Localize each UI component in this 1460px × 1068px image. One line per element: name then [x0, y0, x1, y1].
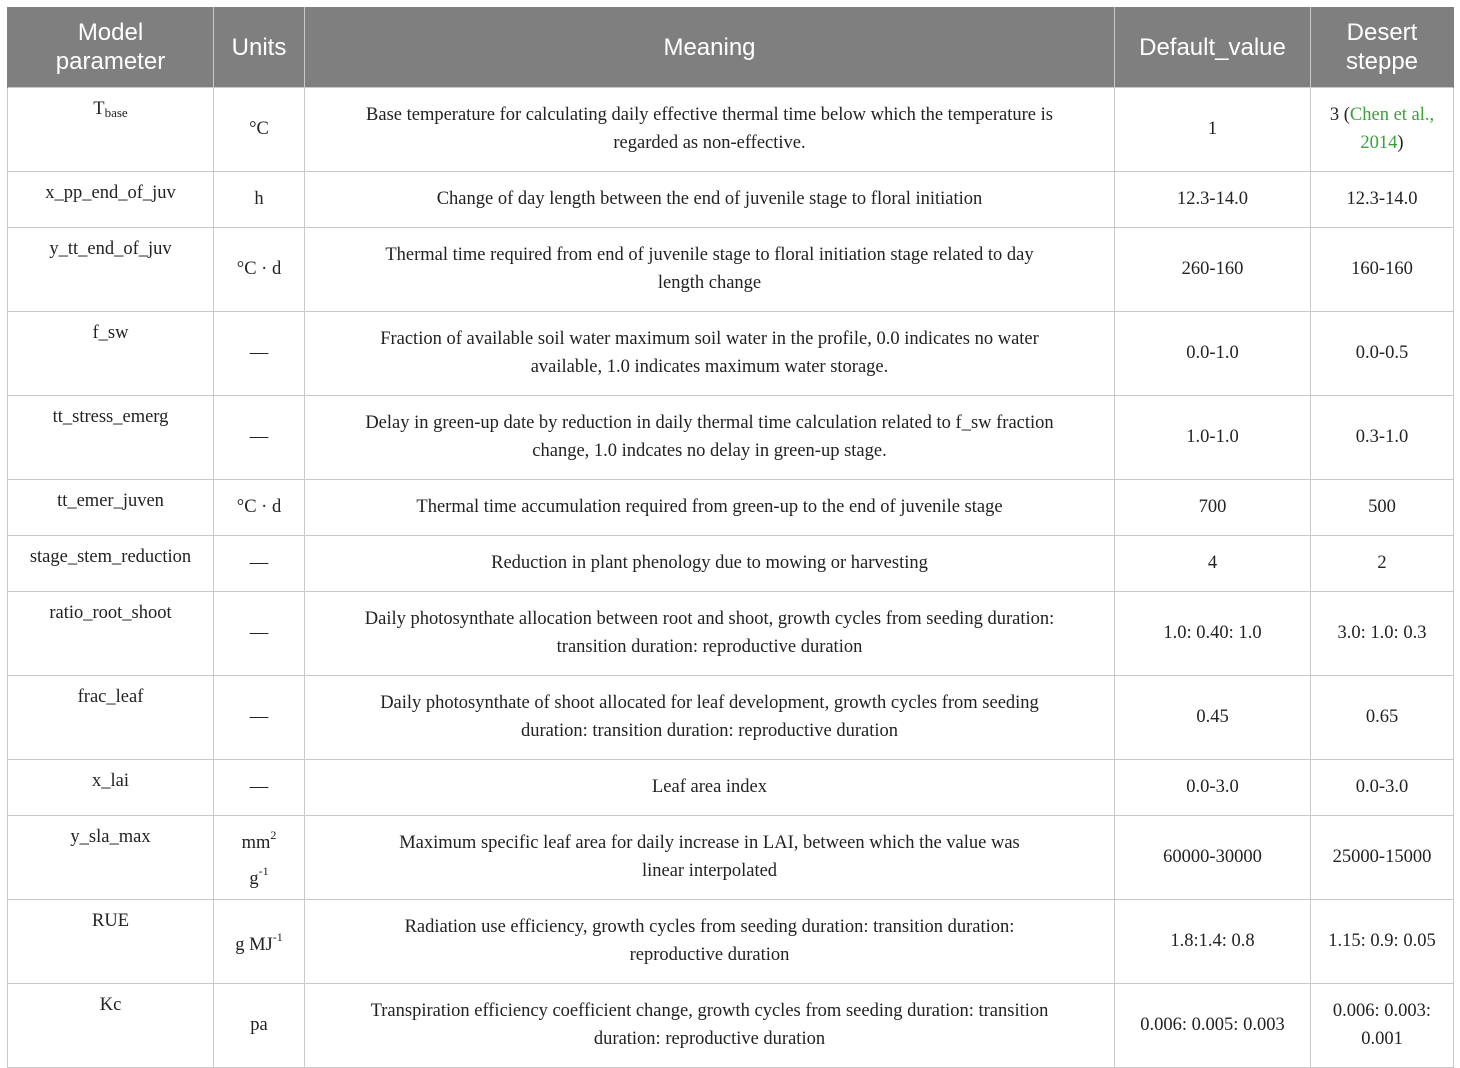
table-row	[8, 536, 1454, 592]
desert-steppe-cell: 160-160	[1311, 228, 1454, 312]
units-line	[218, 822, 300, 858]
header-units: Units	[214, 7, 305, 88]
desert-steppe-cell	[1311, 88, 1454, 172]
table-row	[8, 88, 1454, 172]
default-value-cell: 0.45	[1115, 676, 1311, 760]
param-cell: y_tt_end_of_juv	[8, 228, 214, 312]
meaning-cell	[305, 172, 1115, 228]
units-cell: h	[214, 172, 305, 228]
meaning-line: Delay in green-up date by reduction in daily thermal time calculation related to f_sw fraction	[365, 413, 1054, 433]
meaning-line: Fraction of available soil water maximum soil water in the profile, 0.0 indicates no water	[380, 329, 1039, 349]
default-value-cell: 1	[1115, 88, 1311, 172]
desert-steppe-cell: 0.0-0.5	[1311, 312, 1454, 396]
units-text: g MJ	[235, 934, 273, 955]
citation-link[interactable]: Chen et al., 2014	[1349, 105, 1435, 153]
meaning-cell	[305, 816, 1115, 900]
default-value-cell: 60000-30000	[1115, 816, 1311, 900]
meaning-line: Change of day length between the end of juvenile stage to floral initiation	[436, 188, 983, 209]
param-cell: tt_emer_juven	[8, 480, 214, 536]
table-row	[8, 396, 1454, 480]
param-cell: f_sw	[8, 312, 214, 396]
units-superscript: 2	[270, 828, 277, 842]
meaning-cell	[305, 88, 1115, 172]
table-row	[8, 816, 1454, 900]
default-value-cell: 12.3-14.0	[1115, 172, 1311, 228]
desert-steppe-cell: 0.3-1.0	[1311, 396, 1454, 480]
default-value-cell: 700	[1115, 480, 1311, 536]
meaning-line: Thermal time required from end of juvenile stage to floral initiation stage related to day	[385, 245, 1034, 265]
table-body	[8, 88, 1454, 1068]
desert-steppe-cell: 0.65	[1311, 676, 1454, 760]
desert-value: 3 (	[1329, 105, 1350, 125]
meaning-line: Leaf area index	[651, 776, 768, 797]
units-cell: —	[214, 760, 305, 816]
default-value-cell: 4	[1115, 536, 1311, 592]
default-value-cell: 1.0: 0.40: 1.0	[1115, 592, 1311, 676]
meaning-line: transition duration: reproductive duration	[556, 636, 863, 657]
units-cell: —	[214, 592, 305, 676]
param-name: T	[93, 99, 105, 119]
meaning-cell	[305, 984, 1115, 1068]
meaning-line: linear interpolated	[641, 860, 778, 881]
param-cell: stage_stem_reduction	[8, 536, 214, 592]
table-row	[8, 760, 1454, 816]
desert-steppe-cell: 12.3-14.0	[1311, 172, 1454, 228]
units-text: g	[249, 868, 259, 889]
param-cell: frac_leaf	[8, 676, 214, 760]
meaning-line: available, 1.0 indicates maximum water storage.	[530, 356, 889, 377]
param-cell: tt_stress_emerg	[8, 396, 214, 480]
desert-steppe-cell: 25000-15000	[1311, 816, 1454, 900]
meaning-line: reproductive duration	[629, 944, 790, 965]
param-cell: x_pp_end_of_juv	[8, 172, 214, 228]
desert-steppe-cell: 3.0: 1.0: 0.3	[1311, 592, 1454, 676]
default-value-cell: 260-160	[1115, 228, 1311, 312]
units-superscript: -1	[272, 929, 283, 944]
header-desert-steppe: Desert steppe	[1311, 7, 1454, 88]
header-row	[8, 7, 1454, 88]
units-cell: —	[214, 536, 305, 592]
table-row	[8, 984, 1454, 1068]
desert-steppe-cell: 1.15: 0.9: 0.05	[1311, 900, 1454, 984]
table-row	[8, 676, 1454, 760]
param-subscript: base	[104, 105, 128, 120]
parameter-table	[7, 7, 1454, 1068]
meaning-line: duration: transition duration: reproductive duration	[520, 720, 899, 741]
table-row	[8, 480, 1454, 536]
units-cell: —	[214, 676, 305, 760]
meaning-line: duration: reproductive duration	[593, 1028, 826, 1049]
header-meaning: Meaning	[305, 7, 1115, 88]
meaning-line: Maximum specific leaf area for daily increase in LAI, between which the value was	[399, 833, 1020, 853]
table-header	[8, 7, 1454, 88]
table-row	[8, 592, 1454, 676]
desert-close-paren: )	[1397, 132, 1404, 153]
meaning-line: Base temperature for calculating daily effective thermal time below which the temperature is	[366, 105, 1053, 125]
meaning-line: Transpiration efficiency coefficient change, growth cycles from seeding duration: transition	[370, 1001, 1049, 1021]
units-cell: —	[214, 396, 305, 480]
meaning-cell	[305, 900, 1115, 984]
units-text: mm	[241, 833, 271, 853]
table-row	[8, 172, 1454, 228]
default-value-cell: 0.0-3.0	[1115, 760, 1311, 816]
meaning-line: Daily photosynthate allocation between root and shoot, growth cycles from seeding duration:	[364, 609, 1055, 629]
meaning-line: change, 1.0 indcates no delay in green-up stage.	[532, 440, 887, 461]
meaning-cell	[305, 760, 1115, 816]
units-cell	[214, 900, 305, 984]
units-line	[218, 858, 300, 894]
default-value-cell: 1.8:1.4: 0.8	[1115, 900, 1311, 984]
meaning-line: regarded as non-effective.	[613, 132, 806, 153]
units-cell: °C	[214, 88, 305, 172]
desert-steppe-cell: 0.0-3.0	[1311, 760, 1454, 816]
desert-steppe-cell: 2	[1311, 536, 1454, 592]
meaning-cell	[305, 676, 1115, 760]
meaning-cell	[305, 536, 1115, 592]
param-cell: ratio_root_shoot	[8, 592, 214, 676]
desert-steppe-cell: 500	[1311, 480, 1454, 536]
units-cell: —	[214, 312, 305, 396]
table-row	[8, 900, 1454, 984]
meaning-cell	[305, 592, 1115, 676]
units-cell: pa	[214, 984, 305, 1068]
param-cell: y_sla_max	[8, 816, 214, 900]
units-cell	[214, 816, 305, 900]
header-model-parameter: Model parameter	[8, 7, 214, 88]
table-row	[8, 228, 1454, 312]
param-cell	[8, 88, 214, 172]
meaning-line: length change	[657, 272, 762, 293]
header-default-value: Default_value	[1115, 7, 1311, 88]
units-cell: °C · d	[214, 480, 305, 536]
units-cell: °C · d	[214, 228, 305, 312]
meaning-cell	[305, 396, 1115, 480]
default-value-cell: 0.0-1.0	[1115, 312, 1311, 396]
param-cell: RUE	[8, 900, 214, 984]
param-cell: Kc	[8, 984, 214, 1068]
meaning-line: Thermal time accumulation required from green-up to the end of juvenile stage	[416, 496, 1003, 517]
meaning-cell	[305, 228, 1115, 312]
meaning-cell	[305, 312, 1115, 396]
units-superscript: -1	[258, 863, 269, 878]
meaning-line: Reduction in plant phenology due to mowing or harvesting	[491, 552, 928, 573]
default-value-cell: 0.006: 0.005: 0.003	[1115, 984, 1311, 1068]
desert-steppe-cell: 0.006: 0.003: 0.001	[1311, 984, 1454, 1068]
meaning-line: Radiation use efficiency, growth cycles from seeding duration: transition duration:	[404, 917, 1015, 937]
meaning-line: Daily photosynthate of shoot allocated for leaf development, growth cycles from seeding	[380, 693, 1039, 713]
default-value-cell: 1.0-1.0	[1115, 396, 1311, 480]
meaning-cell	[305, 480, 1115, 536]
param-cell: x_lai	[8, 760, 214, 816]
table-row	[8, 312, 1454, 396]
